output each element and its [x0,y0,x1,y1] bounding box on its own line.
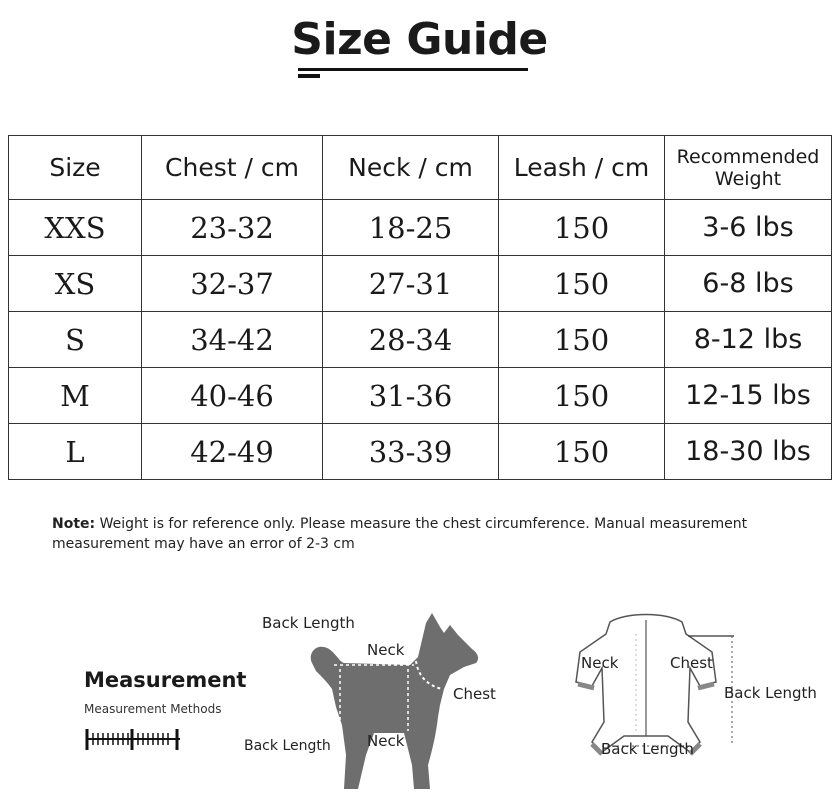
cell-chest: 34-42 [142,312,323,368]
note-label: Note: [52,516,96,532]
cell-weight: 3-6 lbs [665,200,832,256]
dog-neck-label: Neck [367,641,405,659]
note-text [52,514,792,554]
measurement-subtitle: Measurement Methods [84,702,222,716]
title-underline [298,68,528,71]
cell-neck: 28-34 [323,312,499,368]
table-header-row [9,136,832,200]
cell-size: M [9,368,142,424]
table-row [9,424,832,480]
table-row [9,368,832,424]
cell-weight: 6-8 lbs [665,256,832,312]
cell-size: XXS [9,200,142,256]
dog-back-length-bottom-label: Back Length [244,738,331,754]
header-chest: Chest / cm [142,136,323,200]
cell-weight: 12-15 lbs [665,368,832,424]
cell-neck: 18-25 [323,200,499,256]
table-row [9,200,832,256]
cell-neck: 27-31 [323,256,499,312]
cell-leash: 150 [499,312,665,368]
garment-chest-label: Chest [670,654,713,672]
title-underline-accent [298,74,320,78]
cell-leash: 150 [499,256,665,312]
page-title: Size Guide [291,14,548,65]
cell-chest: 23-32 [142,200,323,256]
cell-leash: 150 [499,424,665,480]
cell-neck: 33-39 [323,424,499,480]
header-neck: Neck / cm [323,136,499,200]
header-size: Size [9,136,142,200]
cell-weight: 18-30 lbs [665,424,832,480]
cell-chest: 42-49 [142,424,323,480]
cell-size: XS [9,256,142,312]
cell-chest: 32-37 [142,256,323,312]
cell-chest: 40-46 [142,368,323,424]
table-row [9,256,832,312]
dog-back-length-label: Back Length [262,614,355,632]
dog-chest-label: Chest [453,685,496,703]
cell-leash: 150 [499,368,665,424]
note-body: Weight is for reference only. Please measure the chest circumference. Manual measurement measurement may have an error of 2-3 cm [52,516,748,552]
garment-back-length-side-label: Back Length [724,684,817,702]
cell-weight: 8-12 lbs [665,312,832,368]
cell-size: S [9,312,142,368]
header-leash: Leash / cm [499,136,665,200]
measurement-title: Measurement [84,668,247,692]
garment-back-length-bottom-label: Back Length [601,740,694,758]
table-row [9,312,832,368]
cell-size: L [9,424,142,480]
ruler-icon [84,726,184,752]
cell-neck: 31-36 [323,368,499,424]
header-recommended-weight: Recommended Weight [665,136,832,200]
dog-neck-bottom-label: Neck [367,732,405,750]
size-table [8,135,832,480]
garment-neck-label: Neck [581,654,619,672]
cell-leash: 150 [499,200,665,256]
